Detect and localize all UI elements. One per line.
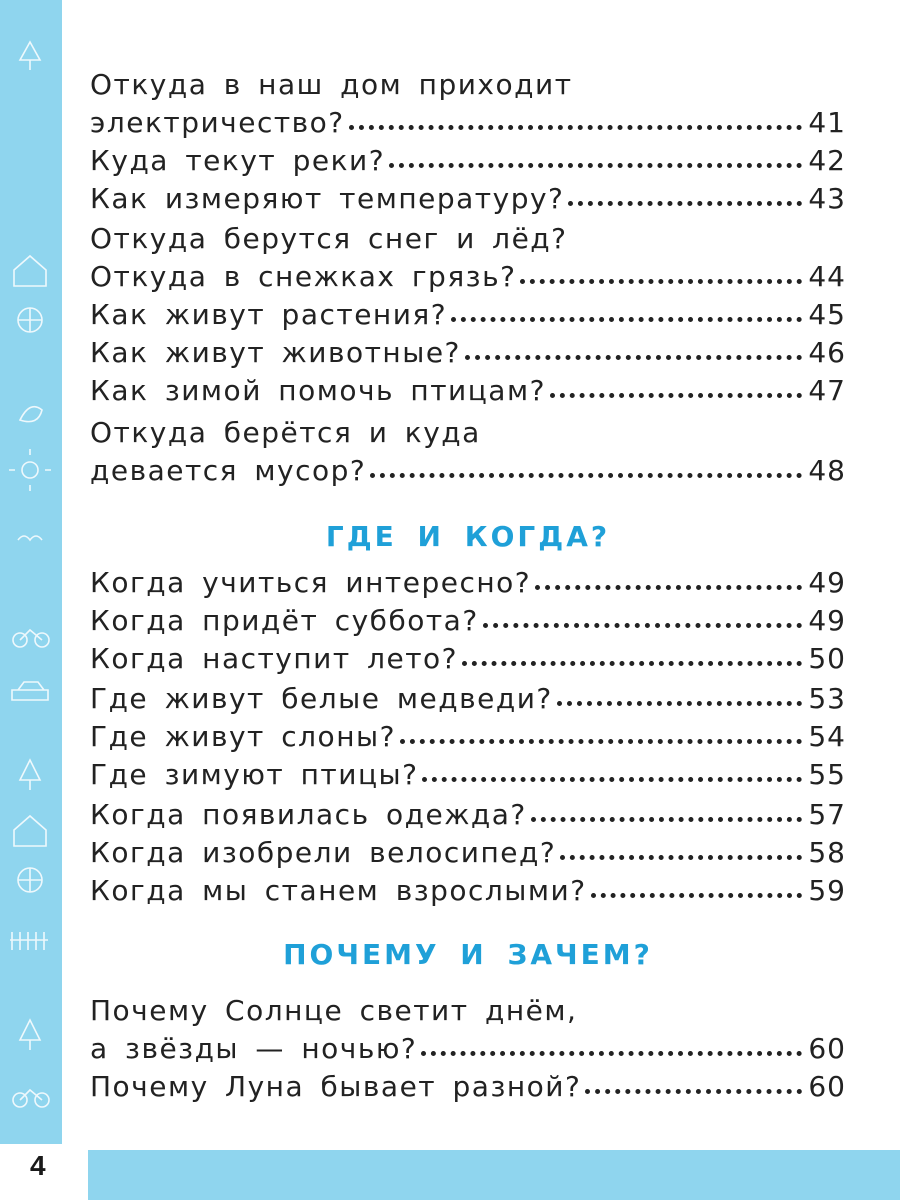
toc-entry [90,642,846,682]
leader-dots [520,279,802,284]
toc-entry-title: а звёзды — ночью? [90,1032,418,1065]
toc-entry-title: Когда учиться интересно? [90,566,532,599]
toc-entry-title: Когда придёт суббота? [90,604,479,637]
toc-entry-page: 41 [808,106,846,139]
toc-entry-page: 57 [808,798,846,831]
leader-dots [462,661,802,666]
leader-dots [451,317,802,322]
toc-entry-title: Как живут животные? [90,336,461,369]
toc-entry-page: 46 [808,336,846,369]
leader-dots [370,473,802,478]
decorative-side-strip [0,0,62,1200]
toc-entry-title: Когда изобрели велосипед? [90,836,557,869]
leader-dots [389,163,802,168]
leader-dots [422,777,802,782]
section-heading-why: ПОЧЕМУ И ЗАЧЕМ? [283,938,653,971]
leader-dots [560,855,802,860]
toc-entry-page: 54 [808,720,846,753]
toc-entry-title: Откуда берутся снег и лёд? [90,222,568,255]
toc-entry-page: 47 [808,374,846,407]
toc-entry [90,758,846,798]
nature-icons-pattern [0,0,62,1200]
toc-entry-title: Как зимой помочь птицам? [90,374,546,407]
leader-dots [531,817,803,822]
toc-entry-title: Почему Луна бывает разной? [90,1070,582,1103]
toc-entry-page: 50 [808,642,846,675]
toc-entry-title: Где живут белые медведи? [90,682,553,715]
section-heading-where-when: ГДЕ И КОГДА? [325,520,611,553]
toc-entry-page: 44 [808,260,846,293]
toc-entry-page: 42 [808,144,846,177]
toc-entry-page: 45 [808,298,846,331]
toc-entry [90,682,846,722]
leader-dots [557,701,803,706]
toc-entry [90,1070,846,1110]
leader-dots [349,125,803,130]
toc-entry [90,720,846,760]
toc-entry-page: 59 [808,874,846,907]
toc-entry [90,566,846,606]
toc-entry [90,874,846,914]
toc-entry-title: Где зимуют птицы? [90,758,419,791]
toc-entry-title: Где живут слоны? [90,720,396,753]
leader-dots [585,1089,802,1094]
toc-entry-title: Как живут растения? [90,298,448,331]
toc-entry-title: девается мусор? [90,454,367,487]
bottom-band [0,1150,900,1200]
toc-entry-title: электричество? [90,106,345,139]
toc-entry [90,260,846,300]
toc-entry [90,1032,846,1072]
toc-entry [90,604,846,644]
toc-entry [90,106,846,146]
toc-entry-page: 55 [808,758,846,791]
toc-entry [90,454,846,494]
toc-entry-title: Откуда в наш дом приходит [90,68,573,101]
leader-dots [591,893,803,898]
leader-dots [465,355,802,360]
toc-entry-title: Когда появилась одежда? [90,798,527,831]
toc-entry-page: 58 [808,836,846,869]
toc-entry-page: 49 [808,604,846,637]
leader-dots [550,393,802,398]
toc-entry-page: 49 [808,566,846,599]
toc-entry-page: 60 [808,1070,846,1103]
toc-entry [90,298,846,338]
toc-entry-title: Откуда в снежках грязь? [90,260,517,293]
toc-entry-title: Как измеряют температуру? [90,182,565,215]
toc-entry [90,68,846,108]
toc-entry-title: Почему Солнце светит днём, [90,994,578,1027]
toc-entry-title: Откуда берётся и куда [90,416,481,449]
leader-dots [483,623,803,628]
toc-entry [90,222,846,262]
toc-entry-page: 53 [808,682,846,715]
toc-entry [90,182,846,222]
leader-dots [535,585,802,590]
toc-entry-page: 60 [808,1032,846,1065]
leader-dots [568,201,802,206]
toc-entry [90,374,846,414]
leader-dots [400,739,802,744]
page-number: 4 [30,1150,46,1181]
toc-entry-page: 43 [808,182,846,215]
toc-entry-title: Когда наступит лето? [90,642,459,675]
toc-entry [90,798,846,838]
toc-entry-title: Куда текут реки? [90,144,386,177]
toc-entry [90,836,846,876]
toc-entry [90,336,846,376]
toc-entry-page: 48 [808,454,846,487]
toc-entry [90,416,846,456]
toc-entry-title: Когда мы станем взрослыми? [90,874,587,907]
toc-entry [90,994,846,1034]
leader-dots [421,1051,802,1056]
toc-entry [90,144,846,184]
